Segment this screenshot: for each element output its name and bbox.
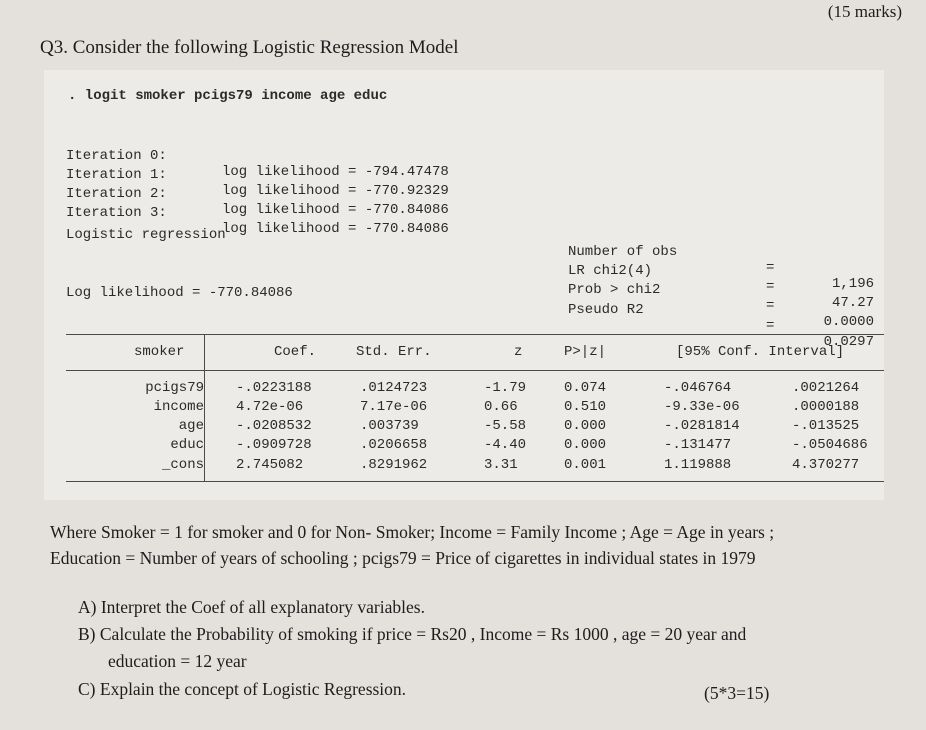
col-header-z: z	[514, 344, 523, 360]
table-bottom-rule	[66, 481, 884, 482]
col-header-coef: Coef.	[274, 344, 317, 360]
table-divider	[204, 334, 205, 481]
variable-definitions-line1: Where Smoker = 1 for smoker and 0 for Non- Smoker; Income = Family Income ; Age = Age in years ;	[50, 522, 775, 542]
question-b-line1: B) Calculate the Probability of smoking if price = Rs20 , Income = Rs 1000 , age = 20 year and	[78, 624, 747, 644]
question-b-line2: education = 12 year	[108, 651, 247, 671]
iteration-row: Iteration 0: log likelihood = -794.47478	[66, 148, 449, 180]
stat-row: Pseudo R2 = 0.0297	[568, 302, 874, 350]
table-header-rule	[66, 370, 884, 371]
stata-command: . logit smoker pcigs79 income age educ	[68, 88, 388, 104]
table-top-rule	[66, 334, 884, 335]
iteration-row: Iteration 2: log likelihood = -770.84086	[66, 186, 449, 218]
marks-label: (15 marks)	[827, 2, 902, 21]
question-c: C) Explain the concept of Logistic Regression.	[78, 679, 407, 699]
question-title: Q3. Consider the following Logistic Regression Model	[40, 37, 459, 58]
col-header-pvalue: P>|z|	[564, 344, 607, 360]
marks-total: (5*3=15)	[704, 683, 770, 703]
stat-row: Number of obs = 1,196	[568, 244, 874, 292]
stat-row: LR chi2(4) = 47.27	[568, 263, 874, 311]
stata-output: . logit smoker pcigs79 income age educ Iteration 0: log likelihood = -794.47478 Iteration 1: log likelihood = -770.92329 Iteration 2: log likelihood = -770.84086 Iteration 3: log likelihood = -770.84086 Logistic regression Log likelihood = -770.84086 Number of obs = 1,196 LR chi2(4) = 47.27 Prob > chi2 = 0.0000 Pseudo R2 = 0.0297 smoker Coef. Std. Err. z P>|z| [95% Conf. Interval] pcigs79 -.0223188 .0124723 -1.79 0.074 -.046764 .0021264 income 4.72e-06 7.17e-06 0.66 0.510 -9.33e-06 .0000188 age -.0208532 .003739 -5.58 0.000 -.0281814 -.013525 educ -.0909728 .0206658 -4.40 0.000 -.131477 -.0504686 _cons 2.745082 .8291962 3.31 0.001 1.119888 4.370277	[44, 70, 884, 500]
col-header-stderr: Std. Err.	[356, 344, 432, 360]
stat-row: Prob > chi2 = 0.0000	[568, 282, 874, 330]
question-a: A) Interpret the Coef of all explanatory variables.	[78, 597, 425, 617]
iteration-row: Iteration 1: log likelihood = -770.92329	[66, 167, 449, 199]
model-title: Logistic regression	[66, 227, 226, 243]
iteration-row: Iteration 3: log likelihood = -770.84086	[66, 205, 449, 237]
variable-definitions-line2: Education = Number of years of schooling ; pcigs79 = Price of cigarettes in individual states in 1979	[50, 548, 756, 568]
col-header-dependent: smoker	[134, 344, 185, 360]
log-likelihood-line: Log likelihood = -770.84086	[66, 285, 293, 301]
col-header-ci: [95% Conf. Interval]	[676, 344, 845, 360]
